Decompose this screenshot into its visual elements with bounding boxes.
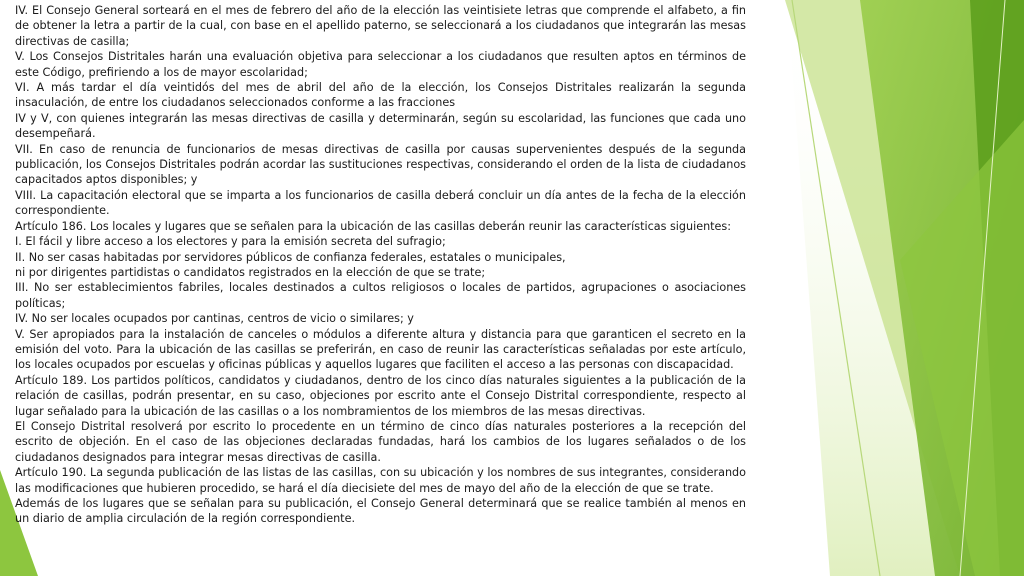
paragraph-requirement-ii-continued: ni por dirigentes partidistas o candidatos registrados en la elección de que se trate; (15, 265, 486, 279)
paragraph-fraction-vii: VII. En caso de renuncia de funcionarios de mesas directivas de casilla por causas supervenientes después de la segunda publicación, los Consejos Distritales podrán acordar las sustituciones respectivas, considerando el orden de la lista de ciudadanos capacitados aptos disponibles; y (15, 142, 746, 187)
paragraph-consejo-distrital: El Consejo Distrital resolverá por escrito lo procedente en un término de cinco días naturales posteriores a la recepción del escrito de objeción. En el caso de las objeciones declaradas fundadas, hará los cambios de los lugares señalados o de los ciudadanos designados para integrar mesas directivas de casilla. (15, 419, 746, 464)
paragraph-requirement-i: I. El fácil y libre acceso a los electores y para la emisión secreta del sufragio; (15, 235, 446, 249)
paragraph-fraction-v: V. Los Consejos Distritales harán una evaluación objetiva para seleccionar a los ciudadanos que resulten aptos en términos de este Código, prefiriendo a los de mayor escolaridad; (15, 50, 746, 79)
paragraph-fraction-iv: IV. El Consejo General sorteará en el mes de febrero del año de la elección las veintisiete letras que comprende el alfabeto, a fin de obtener la letra a partir de la cual, con base en el apellido paterno, se seleccionará a los ciudadanos que integrarán las mesas directivas de casilla; (15, 4, 746, 48)
paragraph-fraction-viii: VIII. La capacitación electoral que se imparta a los funcionarios de casilla deberá concluir un día antes de la fecha de la elección correspondiente. (15, 188, 746, 218)
paragraph-articulo-189: Artículo 189. Los partidos políticos, candidatos y ciudadanos, dentro de los cinco días naturales siguientes a la publicación de la relación de casillas, podrán presentar, en su caso, objeciones por escrito ante el Consejo Distrital correspondiente, respecto al lugar señalado para la ubicación de las casillas o a los nombramientos de los miembros de las mesas directivas. (15, 373, 746, 418)
paragraph-publicacion-diario: Además de los lugares que se señalan para su publicación, el Consejo General determinará que se realice también al menos en un diario de amplia circulación de la región correspondiente. (15, 497, 746, 526)
paragraph-requirement-v: V. Ser apropiados para la instalación de canceles o módulos a diferente altura y distancia para que garanticen el secreto en la emisión del voto. Para la ubicación de las casillas se preferirán, en caso de reunir las características señaladas por este artículo, los locales ocupados por escuelas y oficinas públicas y aquellos lugares que faciliten el acceso a las personas con discapacidad. (15, 327, 746, 372)
paragraph-fraction-vi-continued: IV y V, con quienes integrarán las mesas directivas de casilla y determinarán, según su escolaridad, las funciones que cada uno desempeñará. (15, 111, 746, 141)
paragraph-fraction-vi: VI. A más tardar el día veintidós del mes de abril del año de la elección, los Consejos Distritales realizarán la segunda insaculación, de entre los ciudadanos seleccionados conforme a las fracciones (15, 81, 746, 110)
paragraph-articulo-190: Artículo 190. La segunda publicación de las listas de las casillas, con su ubicación y los nombres de sus integrantes, considerando las modificaciones que hubieren procedido, se hará el día diecisiete del mes de mayo del año de la elección de que se trate. (15, 466, 746, 495)
paragraph-requirement-iii: III. No ser establecimientos fabriles, locales destinados a cultos religiosos o locales de partidos, agrupaciones o asociaciones políticas; (15, 281, 746, 310)
slide-body-text (15, 3, 746, 527)
paragraph-requirement-iv: IV. No ser locales ocupados por cantinas, centros de vicio o similares; y (15, 312, 414, 326)
paragraph-requirement-ii: II. No ser casas habitadas por servidores públicos de confianza federales, estatales o municipales, (15, 250, 566, 264)
paragraph-articulo-186: Artículo 186. Los locales y lugares que se señalen para la ubicación de las casillas deberán reunir las características siguientes: (15, 219, 732, 233)
